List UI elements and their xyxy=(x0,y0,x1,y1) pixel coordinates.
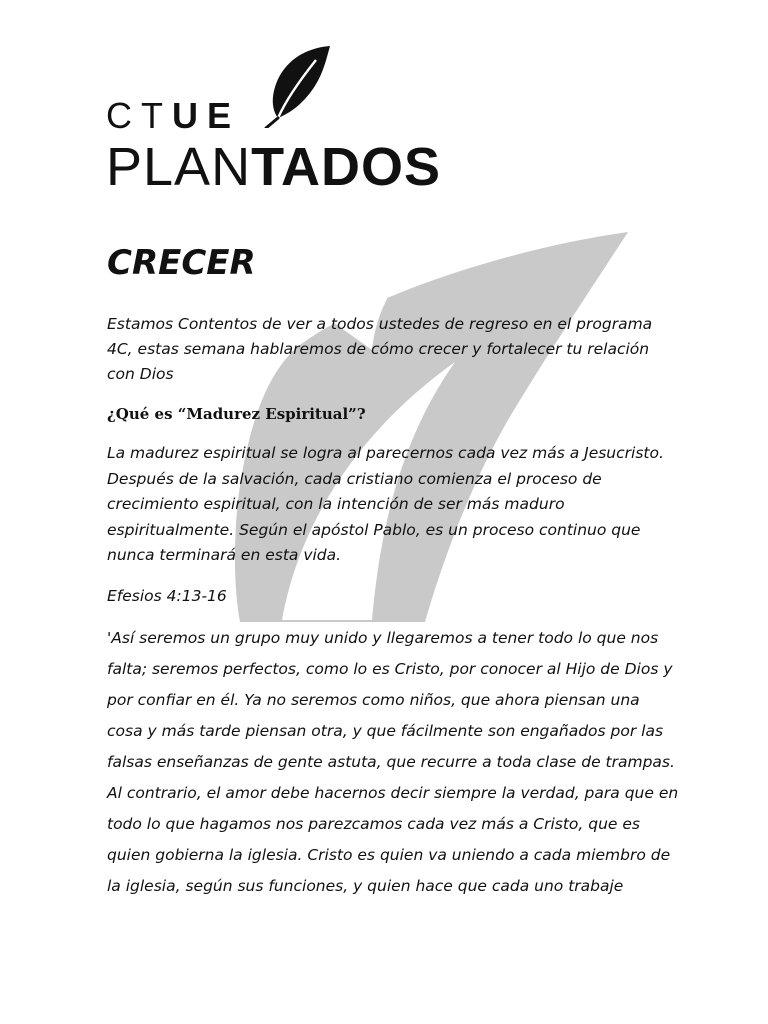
logo-brand-prefix: CT xyxy=(106,95,172,136)
intro-paragraph: Estamos Contentos de ver a todos ustedes de regreso en el programa 4C, estas semana hablaremos de cómo crecer y fortalecer tu relación con Dios xyxy=(107,315,653,383)
logo-name-suffix: TADOS xyxy=(251,137,442,197)
scripture-text: 'Así seremos un grupo muy unido y llegaremos a tener todo lo que nos falta; seremos perfectos, como lo es Cristo, por conocer al Hijo de Dios y por confiar en él. Ya no seremos como niños, que ahora piensan una cosa y más tarde piensan otra, y que fácilmente son engañados por las falsas enseñanzas de gente astuta, que recurre a toda clase de trampas. Al contrario, el amor debe hacernos decir siempre la verdad, para que en todo lo que hagamos nos parezcamos cada vez más a Cristo, que es quien gobierna la iglesia. Cristo es quien va uniendo a cada miembro de la iglesia, según sus funciones, y quien hace que cada uno trabaje xyxy=(107,629,679,895)
scripture-reference: Efesios 4:13-16 xyxy=(107,587,227,605)
logo-brand-text xyxy=(106,95,241,136)
section-heading: ¿Qué es “Madurez Espiritual”? xyxy=(107,405,366,423)
leaf-icon xyxy=(262,44,332,128)
logo-brand-suffix: UE xyxy=(172,95,241,136)
logo-name-prefix: PLAN xyxy=(106,137,252,197)
page-title: CRECER xyxy=(107,243,256,283)
definition-paragraph: La madurez espiritual se logra al parecernos cada vez más a Jesucristo. Después de la salvación, cada cristiano comienza el proceso de crecimiento espiritual, con la intención de ser más maduro espiritualmente. Según el apóstol Pablo, es un proceso continuo que nunca terminará en esta vida. xyxy=(107,444,664,564)
logo-name-text xyxy=(106,137,442,197)
brand-logo xyxy=(106,44,446,197)
